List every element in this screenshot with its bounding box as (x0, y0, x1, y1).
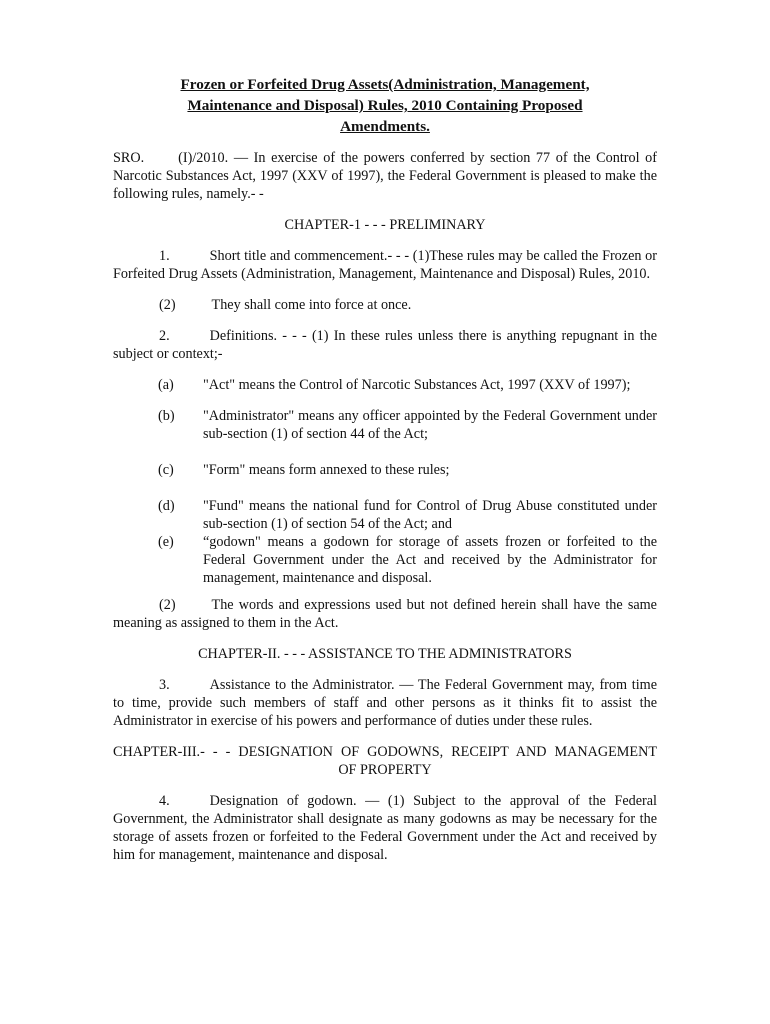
document-title (113, 74, 657, 137)
sro-paragraph (113, 149, 657, 203)
definition-label: (a) (158, 377, 174, 393)
rule-4-text: Designation of godown. ― (1) Subject to the approval of the Federal Government, the Administrator shall designate as many godowns as may be necessary for the storage of assets frozen or forfeited to the Federal Government under the Act and received by him for management, maintenance and disposal. (113, 793, 657, 863)
definition-item (113, 497, 657, 533)
definition-text: "Fund" means the national fund for Control of Drug Abuse constituted under sub-section (1) of section 54 of the Act; and (203, 498, 657, 532)
rule-2-2-text: The words and expressions used but not defined herein shall have the same meaning as assigned to them in the Act. (113, 597, 657, 631)
definition-label: (c) (158, 462, 174, 478)
rule-2-text: Definitions. - - - (1) In these rules unless there is anything repugnant in the subject or context;- (113, 328, 657, 362)
chapter-2-heading: CHAPTER-II. - - - ASSISTANCE TO THE ADMINISTRATORS (198, 646, 572, 662)
rule-1-text: Short title and commencement.- - - (1)These rules may be called the Frozen or Forfeited Drug Assets (Administration, Management, Maintenance and Disposal) Rules, 2010. (113, 248, 657, 282)
rule-3-number: 3. (159, 677, 170, 693)
sro-label: SRO. (113, 150, 145, 166)
definition-item (113, 461, 657, 479)
title-line-2: Maintenance and Disposal) Rules, 2010 Containing Proposed (187, 97, 583, 114)
definition-text: “godown" means a godown for storage of assets frozen or forfeited to the Federal Government under the Act and received by the Administrator for management, maintenance and disposal. (203, 534, 657, 586)
chapter-3-heading-line-2: OF PROPERTY (338, 762, 432, 778)
document-page (113, 74, 657, 864)
chapter-3-heading (113, 743, 657, 779)
rule-4-paragraph (113, 792, 657, 864)
definition-item (113, 407, 657, 443)
rule-4-number: 4. (159, 793, 170, 809)
rule-2-paragraph (113, 327, 657, 363)
title-line-1: Frozen or Forfeited Drug Assets(Administration, Management, (180, 76, 590, 93)
definition-label: (b) (158, 408, 175, 424)
rule-3-text: Assistance to the Administrator. ― The Federal Government may, from time to time, provide such members of staff and other persons as it thinks fit to assist the Administrator in exercise of his powers and performance of duties under these rules. (113, 677, 657, 729)
rule-1-paragraph (113, 247, 657, 283)
rule-2-number: 2. (159, 328, 170, 344)
rule-1-2-number: (2) (159, 297, 176, 313)
definition-item (113, 533, 657, 587)
rule-2-2-number: (2) (159, 597, 176, 613)
definition-text: "Act" means the Control of Narcotic Substances Act, 1997 (XXV of 1997); (203, 377, 631, 393)
rule-1-2-text: They shall come into force at once. (211, 297, 412, 313)
rule-1-2-paragraph (113, 296, 657, 314)
definition-item (113, 376, 657, 394)
rule-2-2-paragraph (113, 596, 657, 632)
definition-text: "Administrator" means any officer appointed by the Federal Government under sub-section (1) of section 44 of the Act; (203, 408, 657, 442)
chapter-3-heading-line-1: CHAPTER-III.- - - DESIGNATION OF GODOWNS, RECEIPT AND MANAGEMENT (113, 744, 657, 760)
rule-1-number: 1. (159, 248, 170, 264)
title-line-3: Amendments. (340, 118, 430, 135)
definition-label: (d) (158, 498, 175, 514)
definition-label: (e) (158, 534, 174, 550)
chapter-1-heading: CHAPTER-1 - - - PRELIMINARY (284, 217, 486, 233)
definition-text: "Form" means form annexed to these rules; (203, 462, 450, 478)
rule-3-paragraph (113, 676, 657, 730)
sro-text: (I)/2010. ― In exercise of the powers conferred by section 77 of the Control of Narcotic Substances Act, 1997 (XXV of 1997), the Federal Government is pleased to make the following rules, namely.- - (113, 150, 657, 202)
